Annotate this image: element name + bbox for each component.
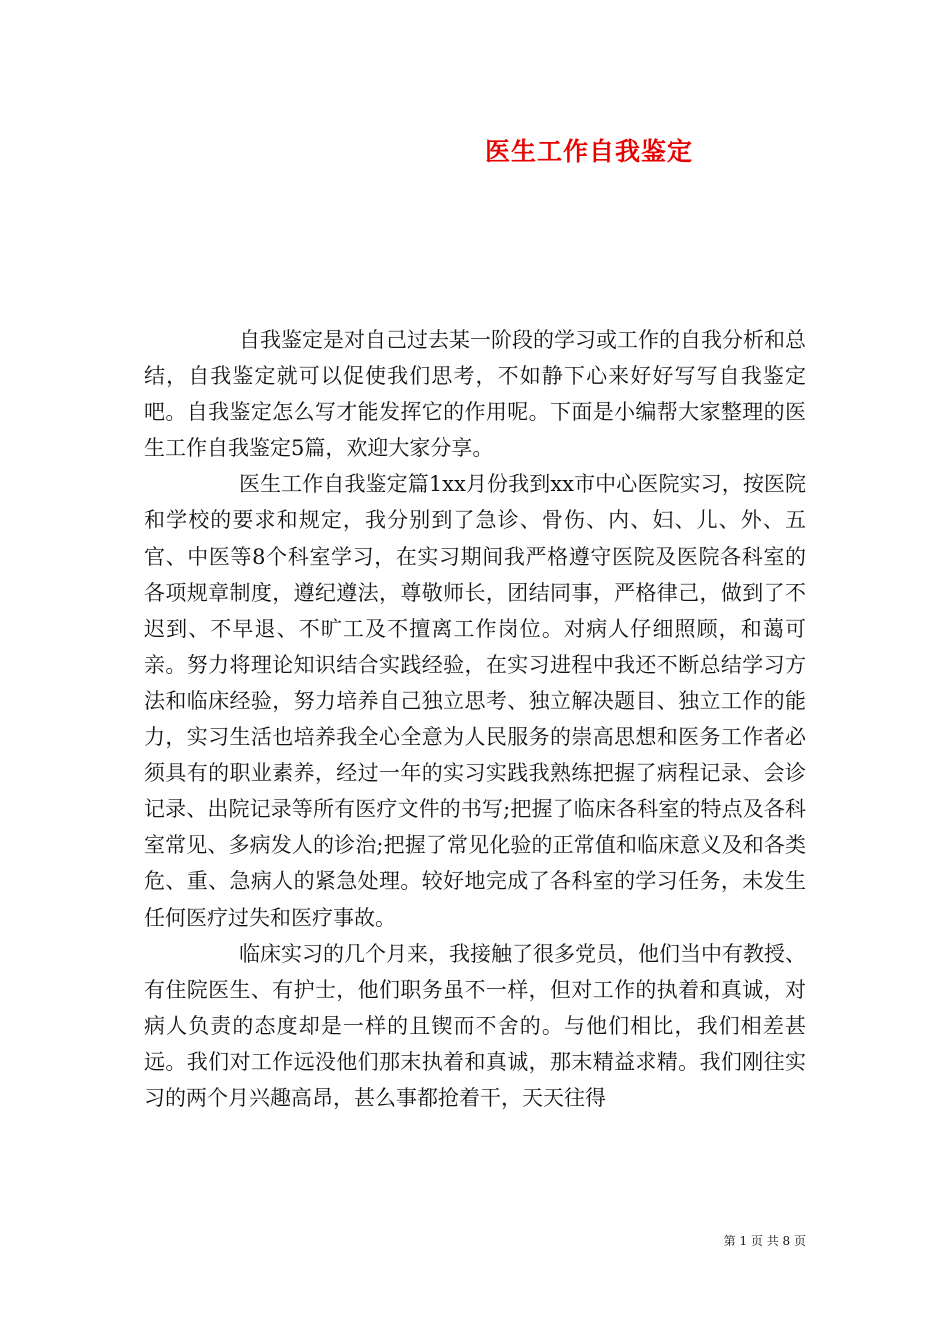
- document-body: [144, 322, 806, 1116]
- document-title: 医生工作自我鉴定: [484, 137, 693, 166]
- page-number-footer: 第 1 页 共 8 页: [723, 1234, 806, 1248]
- paragraph-intro: 自我鉴定是对自己过去某一阶段的学习或工作的自我分析和总结，自我鉴定就可以促使我们思考，不如静下心来好好写写自我鉴定吧。自我鉴定怎么写才能发挥它的作用呢。下面是小编帮大家整理的医生工作自我鉴定5篇，欢迎大家分享。: [144, 328, 806, 461]
- paragraph-part-1: 医生工作自我鉴定篇1xx月份我到xx市中心医院实习，按医院和学校的要求和规定，我分别到了急诊、骨伤、内、妇、儿、外、五官、中医等8个科室学习，在实习期间我严格遵守医院及医院各科室的各项规章制度，遵纪遵法，尊敬师长，团结同事，严格律己，做到了不迟到、不早退、不旷工及不擅离工作岗位。对病人仔细照顾，和蔼可亲。努力将理论知识结合实践经验，在实习进程中我还不断总结学习方法和临床经验，努力培养自己独立思考、独立解决题目、独立工作的能力，实习生活也培养我全心全意为人民服务的崇高思想和医务工作者必须具有的职业素养，经过一年的实习实践我熟练把握了病程记录、会诊记录、出院记录等所有医疗文件的书写;把握了临床各科室的特点及各科室常见、多病发人的诊治;把握了常见化验的正常值和临床意义及和各类危、重、急病人的紧急处理。较好地完成了各科室的学习任务，未发生任何医疗过失和医疗事故。: [144, 472, 806, 930]
- paragraph-party-members: 临床实习的几个月来，我接触了很多党员，他们当中有教授、有住院医生、有护士，他们职务虽不一样，但对工作的执着和真诚，对病人负责的态度却是一样的且锲而不舍的。与他们相比，我们相差甚远。我们对工作远没他们那末执着和真诚，那末精益求精。我们刚往实习的两个月兴趣高昂，甚么事都抢着干，天天往得: [144, 941, 806, 1110]
